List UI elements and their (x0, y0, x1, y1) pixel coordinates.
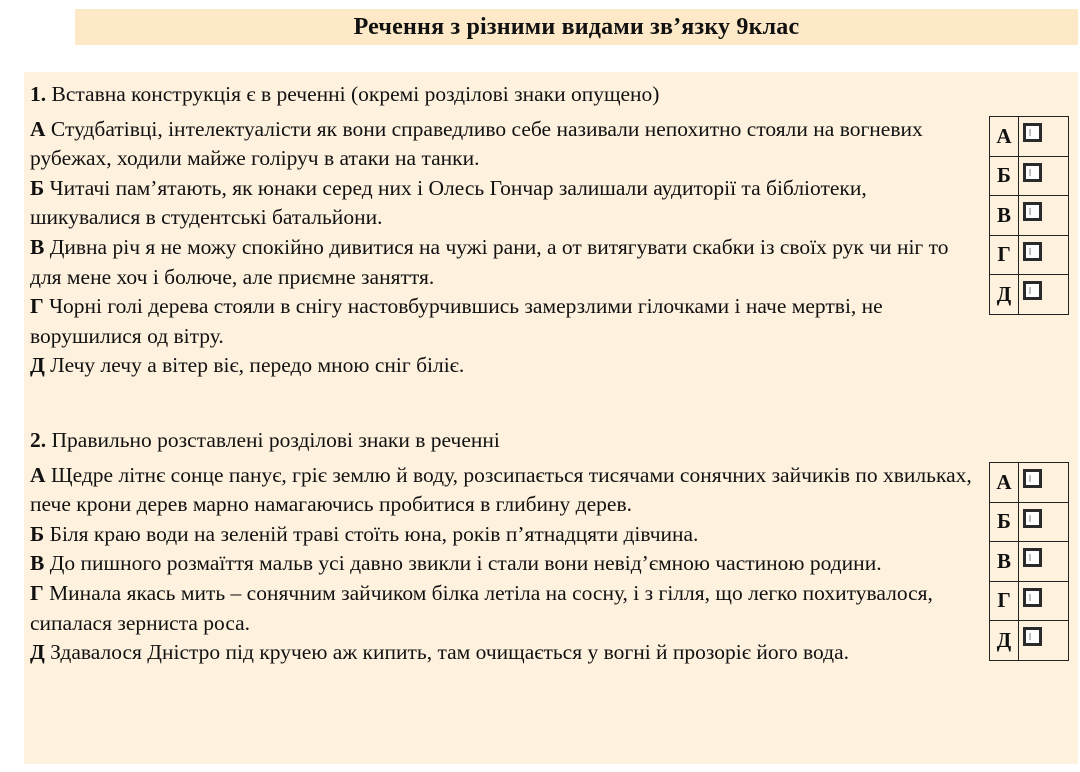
answer-row (990, 503, 1068, 543)
option-text: Читачі пам’ятають, як юнаки серед них і Олесь Гончар залишали аудиторії та бібліотеки, шикувалися в студентські батальйони. (30, 175, 867, 230)
answer-checkbox[interactable] (1023, 509, 1042, 528)
question-number: 1. (30, 82, 47, 106)
answer-cell[interactable] (1019, 542, 1068, 581)
answer-checkbox[interactable] (1023, 163, 1042, 182)
question-stem (30, 80, 980, 110)
answer-letter: Б (990, 503, 1019, 542)
option-letter: Б (30, 521, 45, 546)
answer-checkbox[interactable] (1023, 588, 1042, 607)
option-text: Чорні голі дерева стояли в снігу настовбурчившись замерзлими гілочками і наче мертві, не ворушилися од вітру. (30, 294, 883, 348)
answer-grid-1 (989, 116, 1069, 315)
option-letter: Б (30, 175, 45, 200)
option-text: Щедре літнє сонце панує, гріє землю й воду, розсипається тисячами сонячних зайчиків по хвильках, пече крони дерев марно намагаючись пробитися в глибину дерев. (30, 462, 972, 517)
option-v (30, 233, 980, 292)
answer-row (990, 582, 1068, 622)
page-title: Речення з різними видами зв’язку 9клас (353, 13, 800, 40)
answer-letter: Б (990, 157, 1019, 196)
option-b (30, 520, 980, 550)
question-stem (30, 426, 980, 456)
answer-letter: Д (990, 621, 1019, 660)
answer-cell[interactable] (1019, 621, 1068, 660)
answer-cell[interactable] (1019, 196, 1068, 235)
answer-checkbox[interactable] (1023, 123, 1042, 142)
question-text: Правильно розставлені розділові знаки в реченні (51, 428, 500, 452)
answer-checkbox[interactable] (1023, 627, 1042, 646)
answer-row (990, 463, 1068, 503)
answer-cell[interactable] (1019, 157, 1068, 196)
option-a (30, 115, 980, 174)
question-1 (30, 80, 980, 381)
option-text: Дивна річ я не можу спокійно дивитися на чужі рани, а от витягувати скабки із своїх рук чи ніг то для мене хоч і болюче, але приємне заняття. (30, 234, 949, 289)
option-text: Біля краю води на зеленій траві стоїть юна, років п’ятнадцяти дівчина. (49, 521, 699, 546)
question-number: 2. (30, 428, 47, 452)
answer-checkbox[interactable] (1023, 548, 1042, 567)
title-bar (75, 9, 1078, 45)
option-d (30, 638, 980, 668)
option-d (30, 351, 980, 381)
option-letter: В (30, 551, 45, 576)
answer-row (990, 236, 1068, 276)
answer-letter: А (990, 117, 1019, 156)
option-letter: Д (30, 353, 45, 378)
answer-letter: Д (990, 275, 1019, 314)
answer-letter: Г (990, 236, 1019, 275)
option-a (30, 461, 980, 520)
answer-cell[interactable] (1019, 236, 1068, 275)
answer-row (990, 275, 1068, 314)
answer-row (990, 157, 1068, 197)
answer-letter: А (990, 463, 1019, 502)
option-text: Лечу лечу а вітер віє, передо мною сніг біліє. (50, 353, 465, 378)
answer-checkbox[interactable] (1023, 242, 1042, 261)
answer-row (990, 196, 1068, 236)
option-text: Минала якась мить – сонячним зайчиком білка летіла на сосну, і з гілля, що легко похитувалося, сипалася зерниста роса. (30, 580, 933, 635)
answer-letter: Г (990, 582, 1019, 621)
option-text: Студбатівці, інтелектуалісти як вони справедливо себе називали непохитно стояли на вогневих рубежах, ходили майже голіруч в атаки на танки. (30, 116, 923, 171)
answer-checkbox[interactable] (1023, 281, 1042, 300)
option-h (30, 579, 980, 638)
option-letter: А (30, 116, 46, 141)
option-letter: В (30, 234, 45, 259)
option-h (30, 292, 980, 351)
answer-checkbox[interactable] (1023, 202, 1042, 221)
option-b (30, 174, 980, 233)
answer-letter: В (990, 196, 1019, 235)
option-letter: Г (30, 580, 44, 605)
answer-cell[interactable] (1019, 275, 1068, 314)
option-letter: Д (30, 640, 45, 665)
question-2 (30, 426, 980, 668)
answer-grid-2 (989, 462, 1069, 661)
answer-row (990, 621, 1068, 660)
answer-letter: В (990, 542, 1019, 581)
answer-cell[interactable] (1019, 117, 1068, 156)
answer-cell[interactable] (1019, 582, 1068, 621)
option-letter: Г (30, 294, 44, 319)
option-text: Здавалося Дністро під кручею аж кипить, там очищається у вогні й прозоріє його вода. (50, 640, 850, 665)
option-letter: А (30, 462, 46, 487)
option-text: До пишного розмаїття мальв усі давно звикли і стали вони невід’ємною частиною родини. (49, 551, 882, 576)
answer-row (990, 117, 1068, 157)
option-v (30, 549, 980, 579)
quiz-panel (24, 72, 1078, 764)
question-text: Вставна конструкція є в реченні (окремі розділові знаки опущено) (51, 82, 660, 106)
answer-cell[interactable] (1019, 503, 1068, 542)
answer-row (990, 542, 1068, 582)
answer-checkbox[interactable] (1023, 469, 1042, 488)
answer-cell[interactable] (1019, 463, 1068, 502)
